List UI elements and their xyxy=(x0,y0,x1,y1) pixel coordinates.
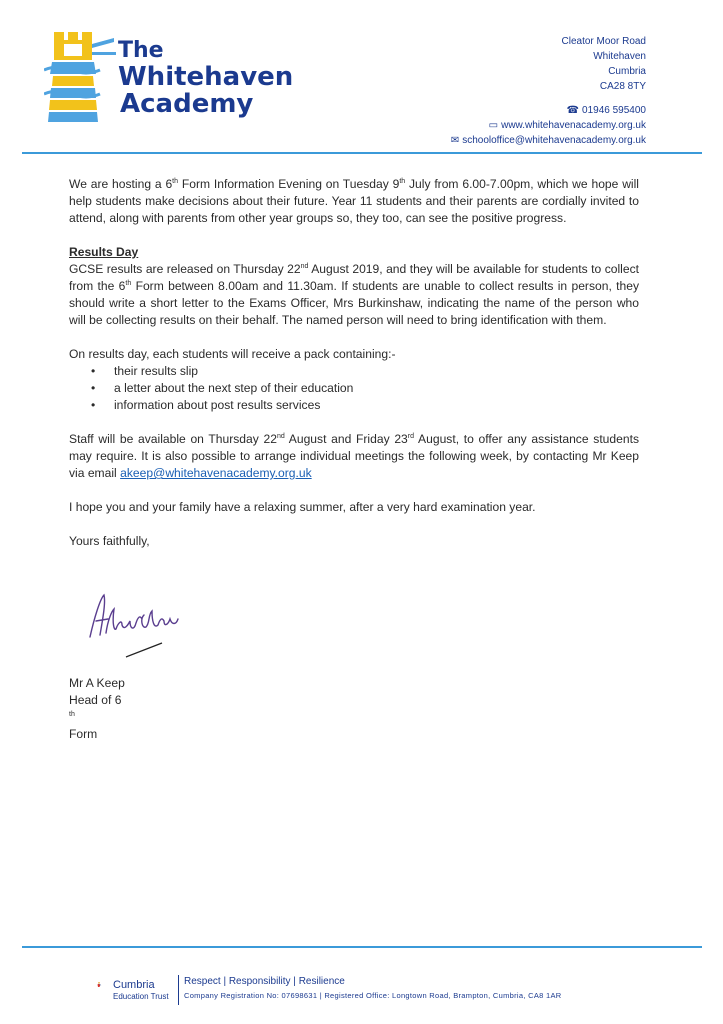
handwritten-signature xyxy=(86,589,196,659)
paragraph-closing-wishes: I hope you and your family have a relaxing summer, after a very hard examination year. xyxy=(69,500,536,514)
list-item: • their results slip xyxy=(91,364,199,378)
phone-row xyxy=(451,103,646,118)
signature-block xyxy=(69,675,125,743)
paragraph-information-evening: We are hosting a 6th Form Information Evening on Tuesday 9th July from 6.00-7.00pm, which we hope will help students make decisions about their future. Year 11 students and their parents are cordially invited to attend, along with parents from other year groups so, they too, can see the positive progress. xyxy=(69,177,639,225)
contact-details xyxy=(451,103,646,148)
section-heading-results-day: Results Day xyxy=(69,245,139,259)
address-line: Cleator Moor Road xyxy=(561,36,646,47)
company-registration: Company Registration No: 07698631 | Registered Office: Longtown Road, Brampton, Cumbria, CA8 1AR xyxy=(184,991,562,1000)
letter-body xyxy=(69,176,639,550)
lighthouse-icon xyxy=(44,32,116,122)
school-address xyxy=(562,34,646,94)
closing-salutation: Yours faithfully, xyxy=(69,534,150,548)
envelope-icon: ✉ xyxy=(450,135,460,146)
contact-email-link[interactable]: akeep@whitehavenacademy.org.uk xyxy=(120,466,312,480)
bullet-icon: • xyxy=(91,364,96,378)
email-row xyxy=(451,133,646,148)
list-item: • a letter about the next step of their education xyxy=(91,381,354,395)
list-item: • information about post results services xyxy=(91,398,321,412)
footer-vertical-divider xyxy=(178,975,179,1005)
pack-contents-list xyxy=(69,363,639,414)
logo-line-3: Academy xyxy=(120,89,254,119)
bullet-icon: • xyxy=(91,381,96,395)
website-link[interactable]: www.whitehavenacademy.org.uk xyxy=(501,120,646,131)
logo-line-1: The xyxy=(118,38,164,63)
website-row xyxy=(451,118,646,133)
footer-divider xyxy=(22,946,702,948)
phone-icon: ☎ xyxy=(566,105,580,116)
paragraph-gcse-results: GCSE results are released on Thursday 22nd August 2019, and they will be available for students to collect from the 6th Form between 8.00am and 11.30am. If students are unable to collect results in person, they should write a short letter to the Exams Officer, Mrs Burkinshaw, indicating the name of the person who will be collecting results on their behalf. The named person will need to bring identification with them. xyxy=(69,262,639,327)
address-line: CA28 8TY xyxy=(599,81,646,92)
address-line: Whitehaven xyxy=(593,51,646,62)
logo-line-2: Whitehaven xyxy=(118,62,294,92)
address-line: Cumbria xyxy=(608,66,646,77)
header-divider xyxy=(22,152,702,154)
phone-number: 01946 595400 xyxy=(582,105,646,116)
trust-tagline: Respect | Responsibility | Resilience xyxy=(184,976,345,987)
computer-icon: ▭ xyxy=(488,120,499,131)
paragraph-pack-intro: On results day, each students will receive a pack containing:- xyxy=(69,347,396,361)
signatory-title: Head of 6 $^{th}$ Form xyxy=(69,693,122,741)
signatory-name: Mr A Keep xyxy=(69,676,125,690)
academy-name xyxy=(118,40,293,117)
trust-name: Cumbria Education Trust xyxy=(113,979,169,1001)
bullet-icon: • xyxy=(91,398,96,412)
school-email-link[interactable]: schooloffice@whitehavenacademy.org.uk xyxy=(462,135,646,146)
paragraph-staff-availability: Staff will be available on Thursday 22nd August and Friday 23rd August, to offer any assistance students may require. It is also possible to arrange individual meetings the following week, by contacting Mr Keep via email akeep@whitehavenacademy.org.uk xyxy=(69,432,639,480)
